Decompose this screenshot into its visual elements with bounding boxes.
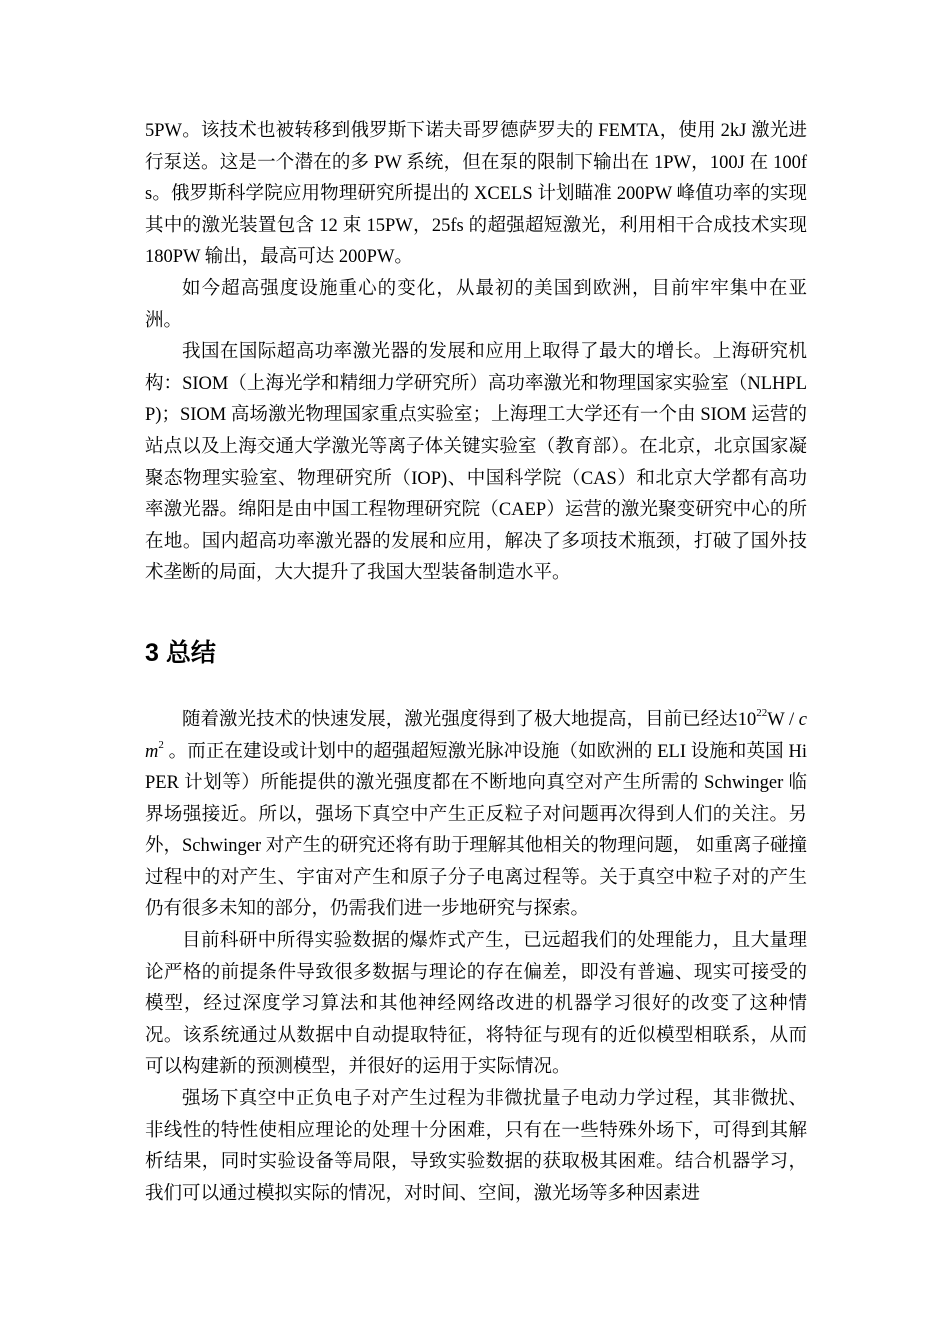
formula-cm-exponent: 2 [158,738,164,751]
section-heading-summary: 3 总结 [145,638,216,667]
paragraph-laser-facilities-russia: 5PW。该技术也被转移到俄罗斯下诺夫哥罗德萨罗夫的 FEMTA，使用 2kJ 激光进行泵送。这是一个潜在的多 PW 系统，但在泵的限制下输出在 1PW，100J 在 100fs。俄罗斯科学院应用物理研究所提出的 XCELS 计划瞄准 200PW 峰值功率的实现其中的激光装置包含 12 束 15PW，25fs 的超强超短激光，利用相干合成技术实现 180PW 输出，最高可达 200PW。 [145,121,807,268]
paragraph-china-laser-development: 我国在国际超高功率激光器的发展和应用上取得了最大的增长。上海研究机构：SIOM（上海光学和精细力学研究所）高功率激光和物理国家实验室（NLHPLP)；SIOM 高场激光物理国家重点实验室；上海理工大学还有一个由 SIOM 运营的站点以及上海交通大学激光等离子体关键实验室（教育部）。在北京，北京国家凝聚态物理实验室、物理研究所（IOP)、中国科学院（CAS）和北京大学都有高功率激光器。绵阳是由中国工程物理研究院（CAEP）运营的激光聚变研究中心的所在地。国内超高功率激光器的发展和应用，解决了多项技术瓶颈，打破了国外技术垄断的局面，大大提升了我国大型装备制造水平。 [145,342,807,584]
paragraph-summary-intensity [145,705,807,926]
summary-rest-text: 。而正在建设或计划中的超强超短激光脉冲设施（如欧洲的 ELI 设施和英国 HiPER 计划等）所能提供的激光强度都在不断地向真空对产生所需的 Schwinger 临界场强接近。所以，强场下真空中产生正反粒子对问题再次得到人们的关注。另外，Schwinger 对产生的研究还将有助于理解其他相关的物理问题， 如重离子碰撞过程中的对产生、宇宙对产生和原子分子电离过程等。关于真空中粒子对的产生仍有很多未知的部分，仍需我们进一步地研究与探索。 [145,741,807,920]
formula-base: 10 [737,709,757,730]
paragraph-pair-production-ml: 强场下真空中正负电子对产生过程为非微扰量子电动力学过程，其非微扰、非线性的特性使相应理论的处理十分困难，只有在一些特殊外场下，可得到其解析结果，同时实验设备等局限，导致实验数据的获取极其困难。结合机器学习，我们可以通过模拟实际的情况，对时间、空间，激光场等多种因素进 [145,1089,807,1204]
paragraph-machine-learning: 目前科研中所得实验数据的爆炸式产生，已远超我们的处理能力，且大量理论严格的前提条件导致很多数据与理论的存在偏差，即没有普遍、现实可接受的模型，经过深度学习算法和其他神经网络改进的机器学习很好的改变了这种情况。该系统通过从数据中自动提取特征，将特征与现有的近似模型相联系，从而可以构建新的预测模型，并很好的运用于实际情况。 [145,931,807,1078]
formula-exponent: 22 [756,706,768,719]
formula-cm: cm [145,709,807,762]
page-body [145,116,807,1210]
paragraph-shift-to-asia: 如今超高强度设施重心的变化，从最初的美国到欧洲，目前牢牢集中在亚洲。 [145,278,807,331]
summary-lead-text: 随着激光技术的快速发展，激光强度得到了极大地提高，目前已经达 [182,709,738,730]
formula-unit: W / [767,709,799,730]
